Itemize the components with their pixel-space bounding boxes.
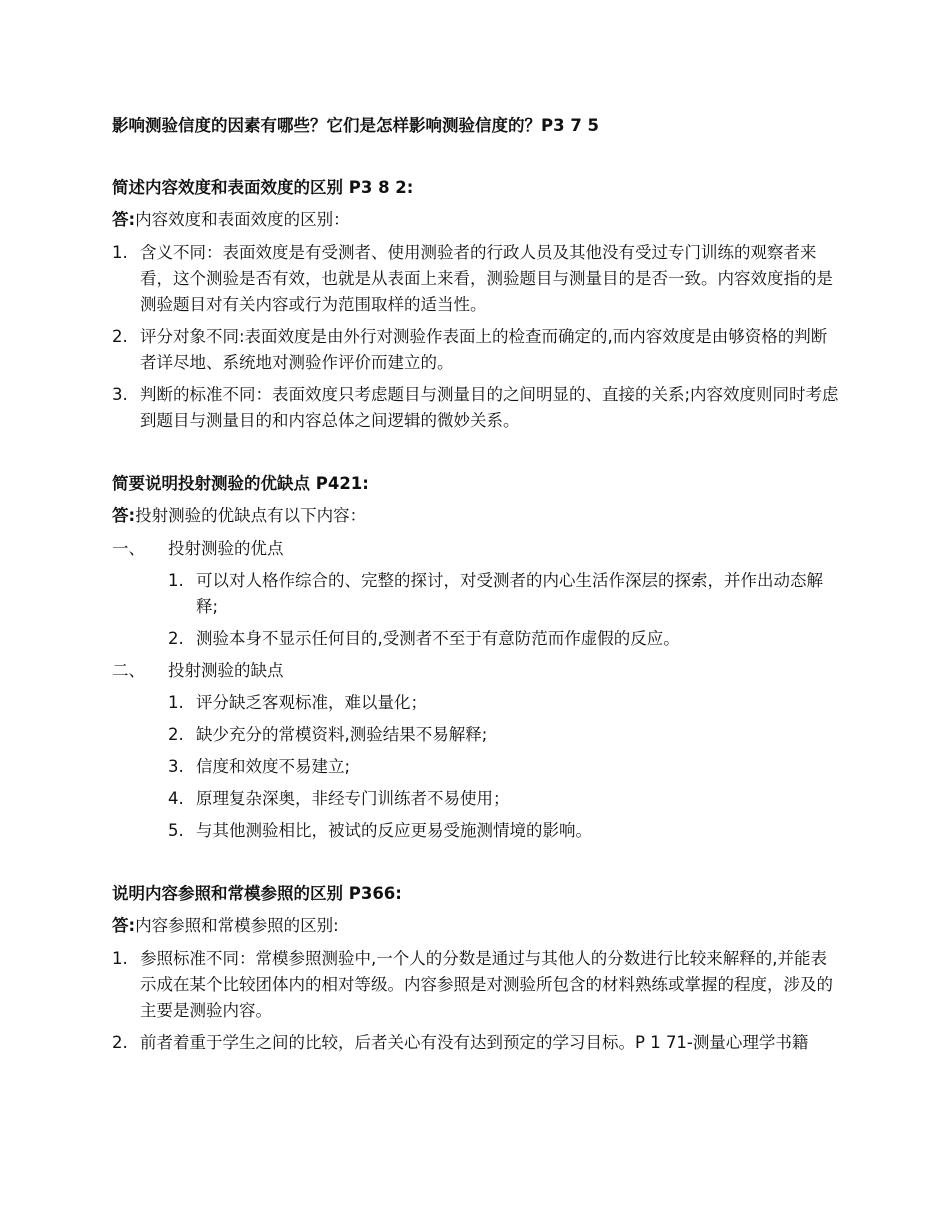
- list-marker: 2.: [112, 1033, 128, 1052]
- answer-label: 答:: [112, 506, 136, 525]
- list-marker: 1.: [112, 243, 128, 262]
- list-marker: 5.: [168, 821, 184, 840]
- question-2-heading: 简述内容效度和表面效度的区别 P3 8 2:: [112, 178, 414, 197]
- group-title-text: 投射测验的缺点: [168, 661, 284, 680]
- list-item: [112, 382, 840, 434]
- list-item: [112, 1030, 840, 1056]
- list-item-text: 评分缺乏客观标准，难以量化；: [196, 693, 427, 712]
- list-marker: 1.: [168, 693, 184, 712]
- question-3-section: [112, 470, 840, 844]
- list-item: [168, 568, 840, 620]
- list-marker: 3.: [168, 757, 184, 776]
- list-marker: 3.: [112, 385, 128, 404]
- question-2-list: [112, 240, 840, 434]
- question-4-answer-intro: [112, 912, 840, 940]
- list-marker: 2.: [112, 327, 128, 346]
- group-marker: 一、: [112, 539, 145, 558]
- list-item: [168, 818, 840, 844]
- list-item-text: 测验本身不显示任何目的,受测者不至于有意防范而作虚假的反应。: [196, 629, 680, 648]
- advantages-group-title: [112, 536, 840, 562]
- disadvantages-group-title: [112, 658, 840, 684]
- answer-label: 答:: [112, 210, 136, 229]
- question-3-heading: 简要说明投射测验的优缺点 P421:: [112, 474, 369, 493]
- list-item: [112, 240, 840, 318]
- list-marker: 4.: [168, 789, 184, 808]
- list-item-text: 可以对人格作综合的、完整的探讨，对受测者的内心生活作深层的探索，并作出动态解释;: [196, 571, 823, 616]
- list-marker: 1.: [112, 949, 128, 968]
- question-4-list: [112, 946, 840, 1056]
- advantages-list: [168, 568, 840, 652]
- list-item-text: 评分对象不同:表面效度是由外行对测验作表面上的检查而确定的,而内容效度是由够资格的判断者详尽地、系统地对测验作评价而建立的。: [140, 327, 828, 372]
- list-item-text: 参照标准不同：常模参照测验中,一个人的分数是通过与其他人的分数进行比较来解释的,并能表示成在某个比较团体内的相对等级。内容参照是对测验所包含的材料熟练或掌握的程度，涉及的主要是测验内容。: [140, 949, 833, 1020]
- list-marker: 1.: [168, 571, 184, 590]
- question-4-heading: 说明内容参照和常模参照的区别 P366:: [112, 884, 402, 903]
- answer-intro-text: 投射测验的优缺点有以下内容：: [135, 506, 367, 525]
- list-item-text: 与其他测验相比，被试的反应更易受施测情境的影响。: [196, 821, 592, 840]
- list-item: [168, 722, 840, 748]
- group-marker: 二、: [112, 661, 145, 680]
- list-item: [168, 626, 840, 652]
- answer-label: 答:: [112, 916, 136, 935]
- list-item: [168, 754, 840, 780]
- list-item: [112, 946, 840, 1024]
- answer-intro-text: 内容参照和常模参照的区别:: [135, 916, 339, 935]
- list-item: [168, 690, 840, 716]
- list-marker: 2.: [168, 629, 184, 648]
- question-2-section: [112, 174, 840, 434]
- list-item-text: 原理复杂深奥，非经专门训练者不易使用；: [196, 789, 510, 808]
- disadvantages-list: [168, 690, 840, 844]
- answer-intro-text: 内容效度和表面效度的区别：: [135, 210, 350, 229]
- list-item-text: 信度和效度不易建立;: [196, 757, 351, 776]
- question-1-heading: 影响测验信度的因素有哪些？它们是怎样影响测验信度的？P3 7 5: [112, 116, 600, 135]
- question-3-answer-intro: [112, 502, 840, 530]
- question-4-section: [112, 880, 840, 1056]
- question-2-answer-intro: [112, 206, 840, 234]
- list-item-text: 前者着重于学生之间的比较，后者关心有没有达到预定的学习目标。P 1 71-测量心理学书籍: [140, 1033, 809, 1052]
- list-marker: 2.: [168, 725, 184, 744]
- list-item: [168, 786, 840, 812]
- list-item: [112, 324, 840, 376]
- list-item-text: 缺少充分的常模资料,测验结果不易解释;: [196, 725, 488, 744]
- group-title-text: 投射测验的优点: [168, 539, 284, 558]
- list-item-text: 判断的标准不同：表面效度只考虑题目与测量目的之间明显的、直接的关系;内容效度则同时考虑到题目与测量目的和内容总体之间逻辑的微妙关系。: [140, 385, 839, 430]
- list-item-text: 含义不同：表面效度是有受测者、使用测验者的行政人员及其他没有受过专门训练的观察者来看，这个测验是否有效，也就是从表面上来看，测验题目与测量目的是否一致。内容效度指的是测验题目对有关内容或行为范围取样的适当性。: [140, 243, 833, 314]
